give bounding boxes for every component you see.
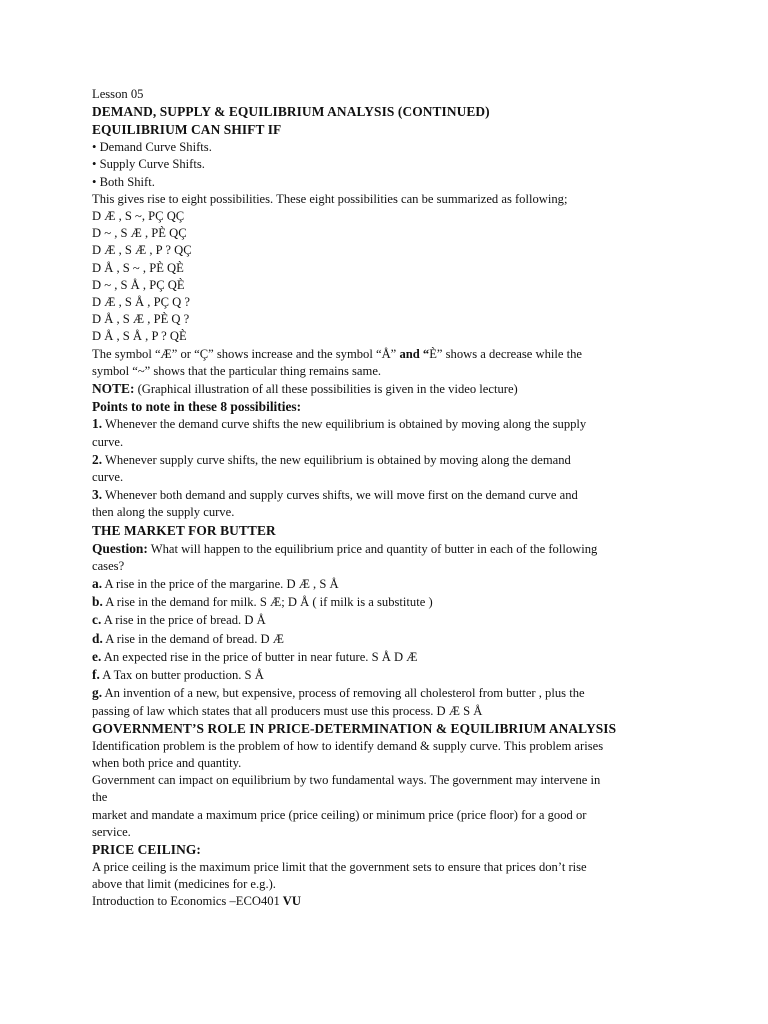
question-continuation: cases? [92,558,125,573]
price-ceiling-line: above that limit (medicines for e.g.). [92,877,276,892]
point-continuation: curve. [92,470,124,485]
government-heading: GOVERNMENT’S ROLE IN PRICE-DETERMINATION & EQUILIBRIUM ANALYSIS [92,720,617,736]
note-line [92,380,670,398]
case-letter: c. [92,612,102,628]
lesson-number: Lesson 05 [92,87,144,101]
points-heading: Points to note in these 8 possibilities: [92,399,302,415]
case-text: A rise in the demand of bread. D Æ [102,631,284,646]
possibility-line: D ~ , S Æ , PÈ QÇ [92,226,187,241]
case-text: An invention of a new, but expensive, process of removing all cholesterol from butter , plus the [102,686,585,701]
case-letter: d. [92,630,103,646]
butter-heading: THE MARKET FOR BUTTER [92,522,276,538]
case-letter: a. [92,576,103,592]
case-letter: g. [92,685,103,701]
case-text: A Tax on butter production. S Å [99,668,264,683]
point-item [92,451,670,469]
page-footer [92,893,670,910]
footer-course: Introduction to Economics –ECO401 [92,894,280,909]
case-text: A rise in the price of the margarine. D Æ , S Å [102,577,339,592]
point-number: 1. [92,416,103,432]
case-text: A rise in the demand for milk. S Æ; D Å ( if milk is a substitute ) [102,595,433,610]
question-label: Question: [92,540,148,556]
symbol-note-part: È” shows a decrease while the [429,346,583,361]
price-ceiling-line: A price ceiling is the maximum price limit that the government sets to ensure that prices don’t rise [92,859,587,874]
point-text: Whenever both demand and supply curves shifts, we will move first on the demand curve and [102,488,578,503]
price-ceiling-heading: PRICE CEILING: [92,841,201,857]
point-continuation: curve. [92,434,124,449]
document-body [92,86,670,911]
point-text: Whenever supply curve shifts, the new equilibrium is obtained by moving along the demand [102,452,571,467]
symbol-note-and: and “ [399,346,430,361]
possibility-line: D Æ , S ~, PÇ QÇ [92,209,185,224]
case-letter: e. [92,648,102,664]
question-line [92,540,670,558]
possibility-line: D ~ , S Å , PÇ QÈ [92,277,185,292]
government-line: Identification problem is the problem of how to identify demand & supply curve. This problem arises [92,738,604,753]
government-line: Government can impact on equilibrium by two fundamental ways. The government may intervene in [92,773,601,788]
point-number: 3. [92,487,103,503]
case-text: An expected rise in the price of butter in near future. S Å D Æ [101,649,418,664]
case-item [92,630,670,648]
government-line: when both price and quantity. [92,755,242,770]
note-label: NOTE: [92,381,135,397]
possibility-line: D Æ , S Æ , P ? QÇ [92,243,192,258]
government-line: service. [92,824,131,839]
possibility-line: D Å , S Å , P ? QÈ [92,329,187,344]
question-text: What will happen to the equilibrium price and quantity of butter in each of the following [147,541,598,556]
case-letter: b. [92,594,103,610]
case-item [92,593,670,611]
case-item [92,684,670,702]
case-text: A rise in the price of bread. D Å [101,613,266,628]
point-item [92,415,670,433]
bullet-item: • Demand Curve Shifts. [92,139,670,156]
footer-vu: VU [279,894,301,909]
case-item [92,666,670,684]
case-item [92,648,670,666]
symbol-note-line: symbol “~” shows that the particular thing remains same. [92,363,382,378]
case-item [92,575,670,593]
government-line: market and mandate a maximum price (price ceiling) or minimum price (price floor) for a good or [92,807,587,822]
point-item [92,486,670,504]
case-letter: f. [92,667,100,683]
symbol-note-part: The symbol “Æ” or “Ç” shows increase and the symbol “Å” [92,346,397,361]
point-number: 2. [92,451,103,467]
page-title: DEMAND, SUPPLY & EQUILIBRIUM ANALYSIS (CONTINUED) [92,104,490,120]
bullet-item: • Supply Curve Shifts. [92,156,670,173]
note-text: (Graphical illustration of all these possibilities is given in the video lecture) [134,382,518,397]
symbol-note-line [92,346,670,363]
possibility-line: D Å , S Æ , PÈ Q ? [92,312,190,327]
possibility-line: D Å , S ~ , PÈ QÈ [92,260,184,275]
point-text: Whenever the demand curve shifts the new equilibrium is obtained by moving along the supply [102,417,587,432]
possibilities-intro: This gives rise to eight possibilities. These eight possibilities can be summarized as following; [92,191,568,206]
government-line: the [92,790,108,805]
case-item [92,611,670,629]
case-continuation: passing of law which states that all producers must use this process. D Æ S Å [92,703,483,718]
bullet-item: • Both Shift. [92,174,670,191]
possibility-line: D Æ , S Å , PÇ Q ? [92,295,190,310]
point-continuation: then along the supply curve. [92,505,235,520]
shift-heading: EQUILIBRIUM CAN SHIFT IF [92,122,282,138]
